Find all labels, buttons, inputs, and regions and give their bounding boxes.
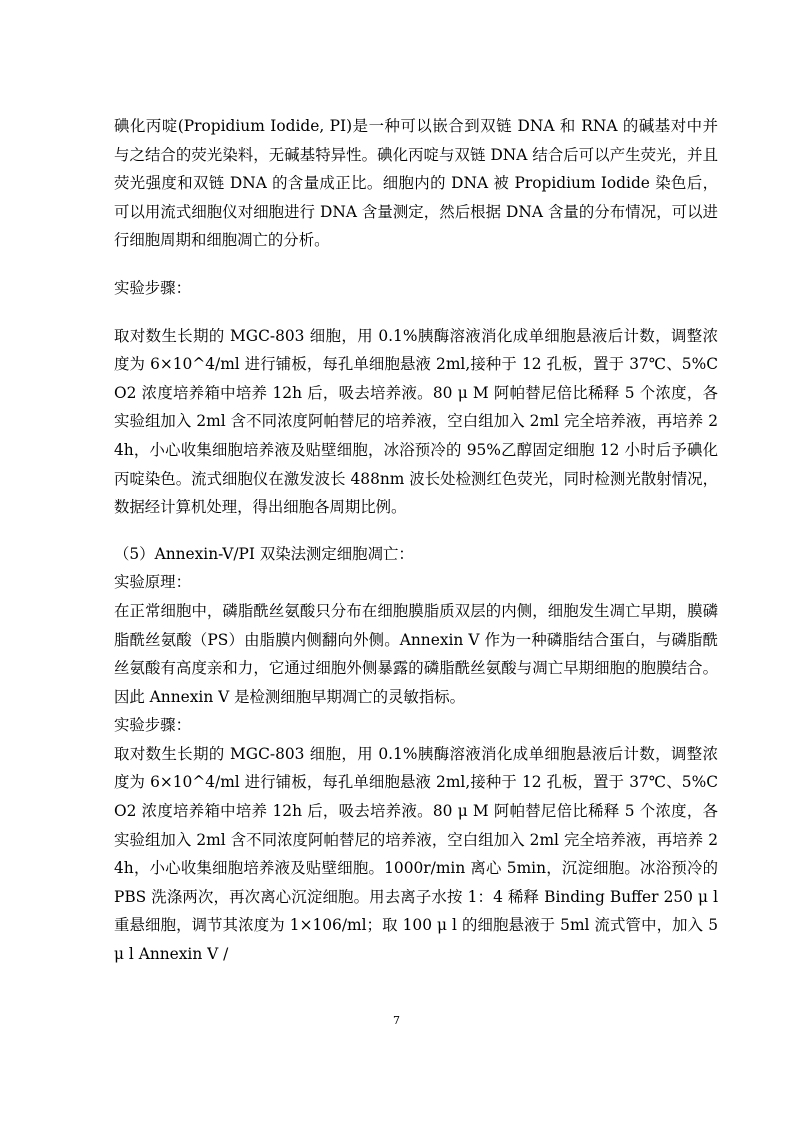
page-number: 7 [393,1014,400,1027]
annexin-principle-paragraph: 在正常细胞中，磷脂酰丝氨酸只分布在细胞膜脂质双层的内侧，细胞发生凋亡早期，膜磷脂酰丝氨酸（PS）由脂膜内侧翻向外侧。Annexin V 作为一种磷脂结合蛋白，与磷脂酰丝氨酸有高度亲和力，它通过细胞外侧暴露的磷脂酰丝氨酸与凋亡早期细胞的胞膜结合。因此 Annexin V 是检测细胞早期凋亡的灵敏指标。 [114,601,718,706]
steps-paragraph-2: 取对数生长期的 MGC-803 细胞，用 0.1%胰酶溶液消化成单细胞悬液后计数，调整浓度为 6×10^4/ml 进行铺板，每孔单细胞悬液 2ml,接种于 12 孔板，置于 37℃、5%CO2 浓度培养箱中培养 12h 后，吸去培养液。80 μ M 阿帕替尼倍比稀释 5 个浓度，各实验组加入 2ml 含不同浓度阿帕替尼的培养液，空白组加入 2ml 完全培养液，再培养 24h，小心收集细胞培养液及贴壁细胞。1000r/min 离心 5min，沉淀细胞。冰浴预冷的 PBS 洗涤两次，再次离心沉淀细胞。用去离子水按 1：4 稀释 Binding Buffer 250 μ l 重悬细胞，调节其浓度为 1×106/ml；取 100 μ l 的细胞悬液于 5ml 流式管中，加入 5 μ l Annexin V / [114,744,718,964]
section-5-title: （5）Annexin-V/PI 双染法测定细胞凋亡： [114,544,414,563]
pi-principle-paragraph: 碘化丙啶(Propidium Iodide, PI)是一种可以嵌合到双链 DNA 和 RNA 的碱基对中并与之结合的荧光染料，无碱基特异性。碘化丙啶与双链 DNA 结合后可以产生荧光，并且荧光强度和双链 DNA 的含量成正比。细胞内的 DNA 被 Propidium Iodide 染色后，可以用流式细胞仪对细胞进行 DNA 含量测定，然后根据 DNA 含量的分布情况，可以进行细胞周期和细胞凋亡的分析。 [114,117,718,250]
principle-heading: 实验原理： [114,573,191,592]
steps-paragraph-1: 取对数生长期的 MGC-803 细胞，用 0.1%胰酶溶液消化成单细胞悬液后计数，调整浓度为 6×10^4/ml 进行铺板，每孔单细胞悬液 2ml,接种于 12 孔板，置于 37℃、5%CO2 浓度培养箱中培养 12h 后，吸去培养液。80 μ M 阿帕替尼倍比稀释 5 个浓度，各实验组加入 2ml 含不同浓度阿帕替尼的培养液，空白组加入 2ml 完全培养液，再培养 24h，小心收集细胞培养液及贴壁细胞，冰浴预冷的 95%乙醇固定细胞 12 小时后予碘化丙啶染色。流式细胞仪在激发波长 488nm 波长处检测红色荧光，同时检测光散射情况，数据经计算机处理，得出细胞各周期比例。 [114,326,718,517]
steps-heading-2: 实验步骤： [114,716,191,735]
steps-heading-1: 实验步骤： [114,278,191,297]
page-body [114,112,718,969]
